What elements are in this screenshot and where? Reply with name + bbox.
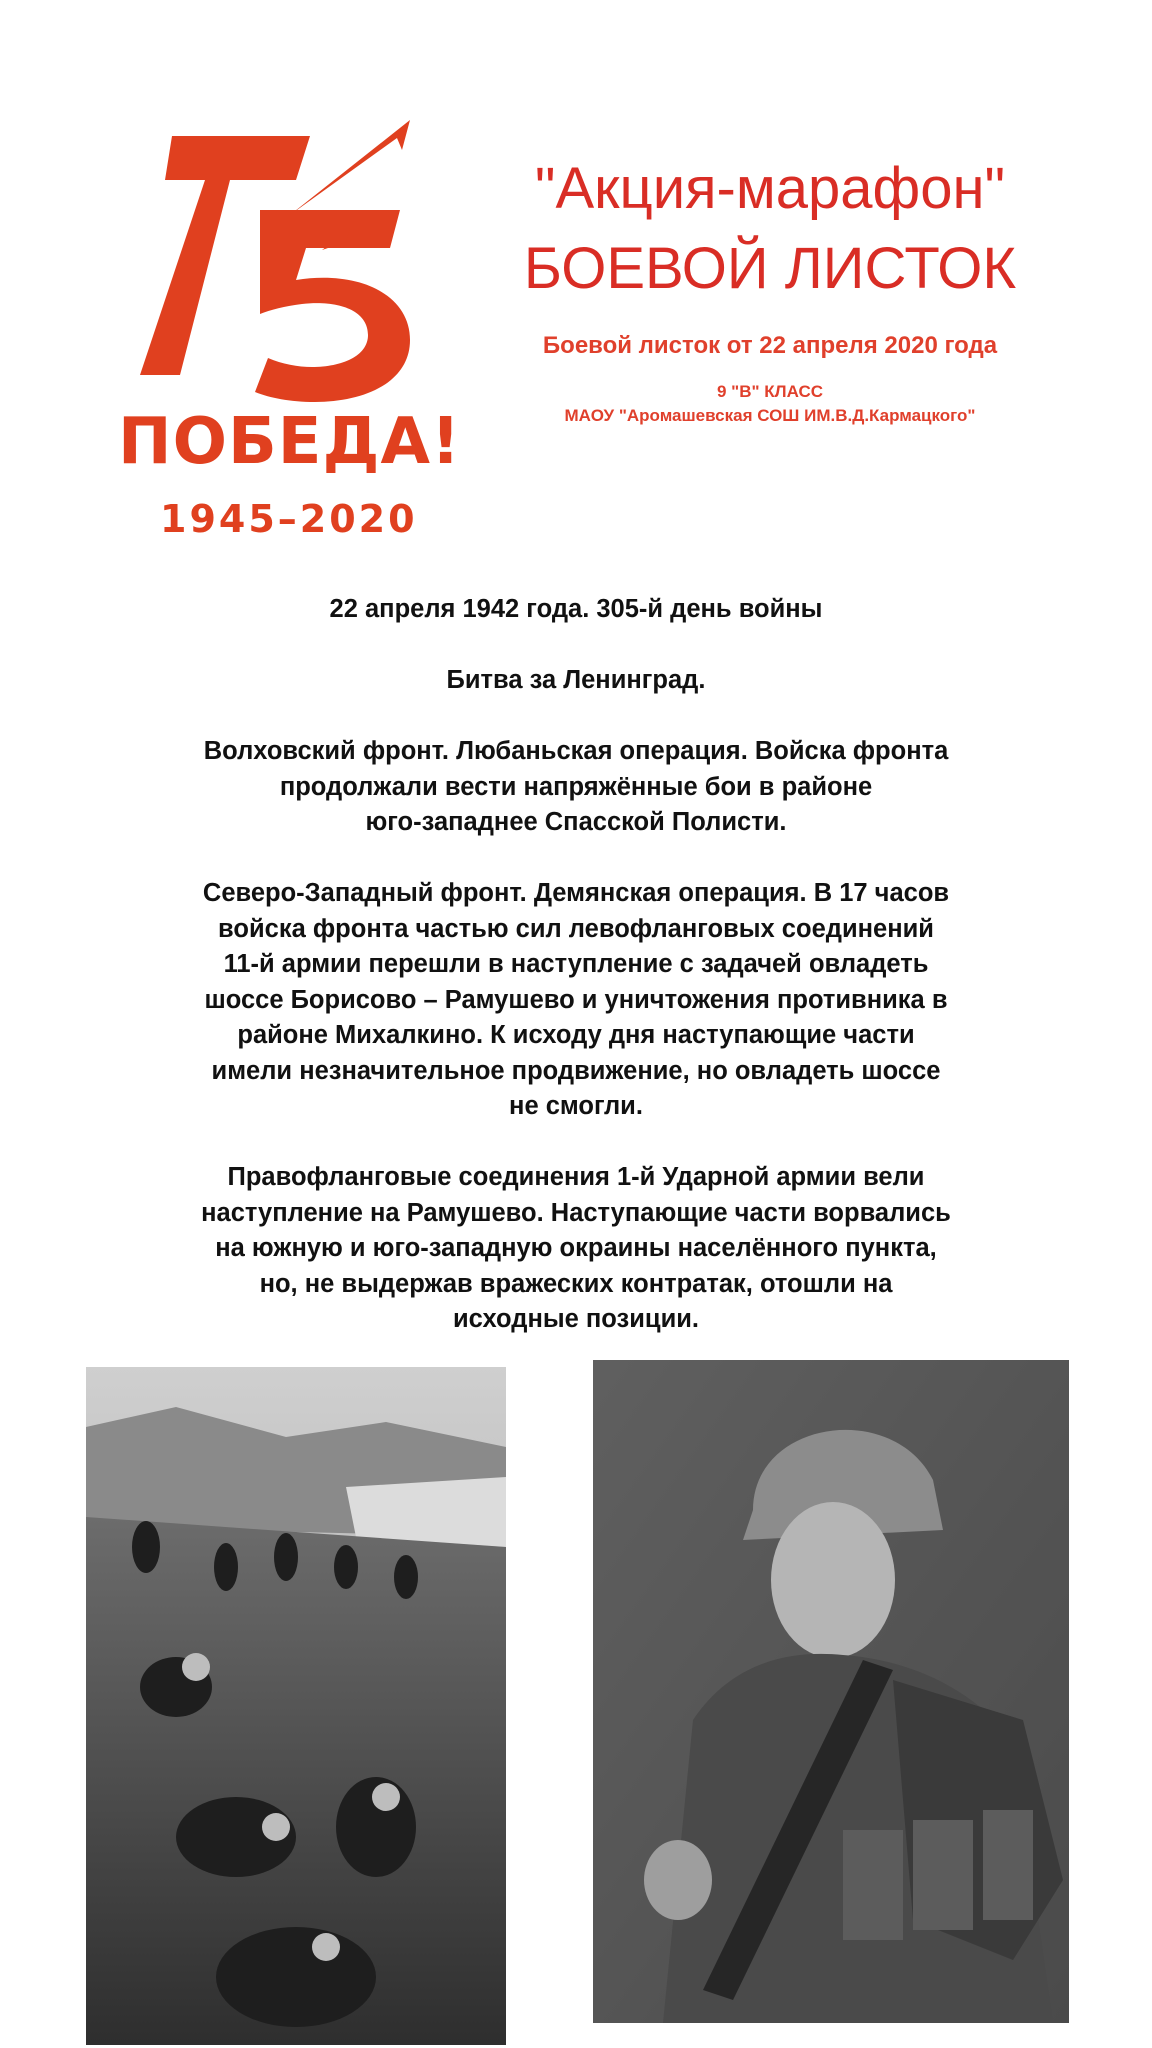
text-line: шоссе Борисово – Рамушево и уничтожения противника в — [204, 985, 948, 1014]
text-line: Правофланговые соединения 1-й Ударной армии вели — [227, 1163, 925, 1191]
text-line: Северо-Западный фронт. Демянская операция. В 17 часов — [202, 879, 950, 907]
header-title: "Акция-марафон" — [534, 156, 1006, 221]
logo-years: 1945–2020 — [160, 497, 418, 541]
text-line: имели незначительное продвижение, но овладеть шоссе — [211, 1056, 941, 1085]
article-paragraph-shock-army — [140, 1160, 1012, 1338]
text-line: войска фронта частью сил левофланговых соединений — [218, 914, 934, 943]
text-line: Волховский фронт. Любаньская операция. Войска фронта — [203, 737, 949, 765]
article-battle-heading: Битва за Ленинград. — [446, 666, 706, 694]
text-line: продолжали вести напряжённые бои в районе — [279, 772, 873, 801]
header-date-line: Боевой листок от 22 апреля 2020 года — [542, 332, 998, 359]
pobeda-logo-text: ПОБЕДА! — [118, 405, 462, 479]
soldiers-in-battle-photo-icon — [86, 1367, 506, 2045]
text-line: исходные позиции. — [452, 1305, 700, 1333]
text-line: на южную и юго-западную окраины населённого пункта, — [215, 1234, 937, 1262]
text-line: юго-западнее Спасской Полисти. — [365, 808, 787, 836]
soldier-portrait-photo — [593, 1360, 1069, 2023]
header-school-line: МАОУ "Аромашевская СОШ ИМ.В.Д.Кармацкого" — [564, 406, 976, 425]
article-paragraph-northwest — [140, 876, 1012, 1125]
number-75-emblem-icon — [110, 120, 430, 410]
text-line: 11-й армии перешли в наступление с задачей овладеть — [223, 950, 929, 978]
text-line: не смогли. — [509, 1092, 643, 1120]
victory-75-logo — [110, 120, 480, 550]
text-line: но, не выдержав вражеских контратак, отошли на — [259, 1269, 893, 1298]
header-subtitle: БОЕВОЙ ЛИСТОК — [523, 236, 1017, 301]
header-class-line: 9 "В" КЛАСС — [716, 382, 823, 401]
sheet-header — [470, 156, 1070, 426]
text-line: наступление на Рамушево. Наступающие части ворвались — [201, 1198, 951, 1227]
article-dateline: 22 апреля 1942 года. 305-й день войны — [329, 595, 823, 623]
article-paragraph-volkhov — [140, 734, 1012, 841]
article-body — [140, 592, 1012, 1338]
soldier-portrait-photo-icon — [593, 1360, 1069, 2023]
text-line: районе Михалкино. К исходу дня наступающие части — [237, 1021, 915, 1049]
soldiers-in-battle-photo — [86, 1367, 506, 2045]
